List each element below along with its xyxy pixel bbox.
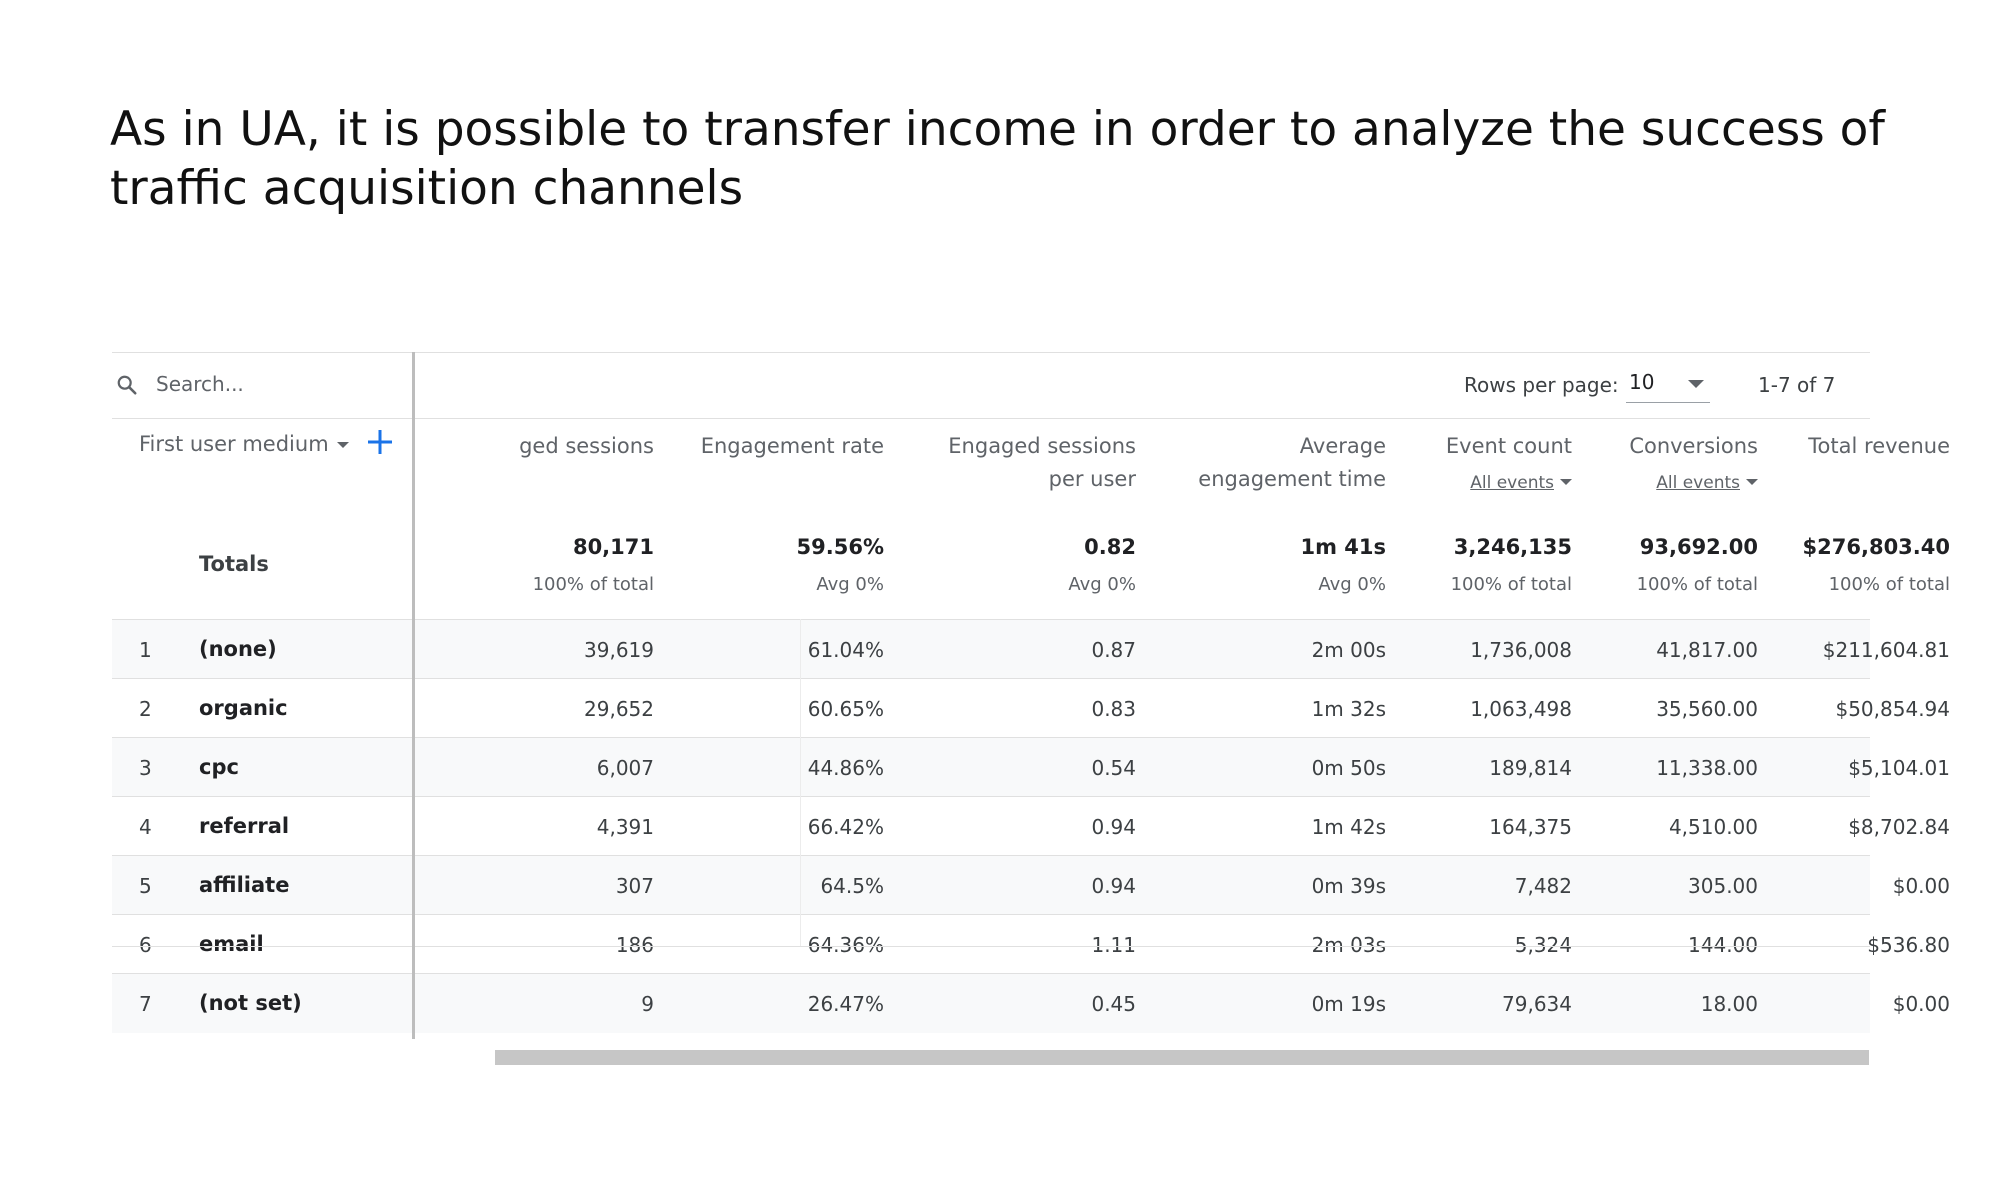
cell: 26.47% bbox=[807, 992, 884, 1016]
col-header-label: Average bbox=[1299, 434, 1386, 458]
cell: 144.00 bbox=[1688, 933, 1758, 957]
caret-down-icon bbox=[1560, 479, 1572, 485]
table-row[interactable] bbox=[112, 796, 1950, 856]
cell: 0.94 bbox=[1091, 815, 1136, 839]
col-header-label-line2: per user bbox=[1048, 467, 1136, 491]
table-toolbar bbox=[112, 352, 1870, 419]
total-sub: 100% of total bbox=[1450, 574, 1572, 595]
cell: $8,702.84 bbox=[1848, 815, 1950, 839]
row-number: 6 bbox=[139, 933, 152, 957]
total-value: $276,803.40 bbox=[1802, 535, 1950, 559]
cell: 0m 50s bbox=[1311, 756, 1386, 780]
conversions-filter[interactable] bbox=[1572, 463, 1758, 500]
col-header-label: Event count bbox=[1445, 434, 1572, 458]
cell: 1,063,498 bbox=[1470, 697, 1572, 721]
slide-headline: As in UA, it is possible to transfer income in order to analyze the success of traffic acquisition channels bbox=[110, 102, 1885, 216]
cell: 1m 42s bbox=[1311, 815, 1386, 839]
cell: 305.00 bbox=[1688, 874, 1758, 898]
cell: 60.65% bbox=[807, 697, 884, 721]
frozen-column-divider[interactable] bbox=[412, 352, 415, 1039]
cell: 64.5% bbox=[820, 874, 884, 898]
cell: 61.04% bbox=[807, 638, 884, 662]
event-filter-label: All events bbox=[1656, 473, 1740, 493]
col-header-total-revenue[interactable] bbox=[1758, 430, 1950, 463]
cell: 0.45 bbox=[1091, 992, 1136, 1016]
table-bottom-rule bbox=[112, 946, 1870, 947]
cell: 0m 39s bbox=[1311, 874, 1386, 898]
rows-per-page-value: 10 bbox=[1629, 370, 1655, 394]
rows-per-page-select[interactable] bbox=[1626, 366, 1710, 403]
cell: 1.11 bbox=[1091, 933, 1136, 957]
cell: 186 bbox=[615, 933, 654, 957]
cell: 18.00 bbox=[1700, 992, 1758, 1016]
event-count-filter[interactable] bbox=[1386, 463, 1572, 500]
cell: 0.83 bbox=[1091, 697, 1136, 721]
total-value: 93,692.00 bbox=[1639, 535, 1758, 559]
col-header-event-count[interactable] bbox=[1386, 430, 1572, 500]
row-number: 4 bbox=[139, 815, 152, 839]
row-dimension: (none) bbox=[199, 637, 277, 661]
caret-down-icon bbox=[337, 442, 349, 448]
caret-down-icon bbox=[1746, 479, 1758, 485]
row-number: 7 bbox=[139, 992, 152, 1016]
cell: 1,736,008 bbox=[1470, 638, 1572, 662]
total-sub: Avg 0% bbox=[816, 574, 884, 595]
cell: 0.94 bbox=[1091, 874, 1136, 898]
col-header-engagement-rate[interactable] bbox=[654, 430, 884, 463]
cell: $536.80 bbox=[1867, 933, 1950, 957]
rows-per-page-label: Rows per page: bbox=[1464, 373, 1619, 397]
cell: 9 bbox=[641, 992, 654, 1016]
total-sub: 100% of total bbox=[532, 574, 654, 595]
col-header-label: Total revenue bbox=[1808, 434, 1950, 458]
col-header-label: Engagement rate bbox=[700, 434, 884, 458]
col-header-label-line2: engagement time bbox=[1198, 467, 1386, 491]
col-header-conversions[interactable] bbox=[1572, 430, 1758, 500]
totals-label: Totals bbox=[199, 552, 269, 576]
acquisition-report-table bbox=[112, 352, 1950, 1067]
total-sub: Avg 0% bbox=[1068, 574, 1136, 595]
cell: 79,634 bbox=[1502, 992, 1572, 1016]
col-header-label: Conversions bbox=[1629, 434, 1758, 458]
row-dimension: organic bbox=[199, 696, 288, 720]
total-value: 3,246,135 bbox=[1453, 535, 1572, 559]
caret-down-icon bbox=[1688, 380, 1704, 388]
cell: 4,510.00 bbox=[1668, 815, 1758, 839]
total-value: 1m 41s bbox=[1300, 535, 1386, 559]
total-value: 0.82 bbox=[1084, 535, 1136, 559]
table-row[interactable] bbox=[112, 737, 1950, 797]
search-input[interactable]: Search... bbox=[156, 372, 244, 396]
cell: 5,324 bbox=[1514, 933, 1572, 957]
total-value: 80,171 bbox=[572, 535, 654, 559]
cell: 66.42% bbox=[807, 815, 884, 839]
cell: 29,652 bbox=[584, 697, 654, 721]
cell: 44.86% bbox=[807, 756, 884, 780]
row-dimension: cpc bbox=[199, 755, 239, 779]
cell: 2m 03s bbox=[1311, 933, 1386, 957]
row-number: 5 bbox=[139, 874, 152, 898]
cell: 39,619 bbox=[584, 638, 654, 662]
event-filter-label: All events bbox=[1470, 473, 1554, 493]
cell: 0.54 bbox=[1091, 756, 1136, 780]
cell: 0m 19s bbox=[1311, 992, 1386, 1016]
table-row[interactable] bbox=[112, 855, 1950, 915]
row-dimension: email bbox=[199, 932, 264, 956]
cell: 0.87 bbox=[1091, 638, 1136, 662]
col-header-label: ged sessions bbox=[519, 434, 654, 458]
cell: 4,391 bbox=[596, 815, 654, 839]
table-row[interactable] bbox=[112, 914, 1950, 974]
row-number: 1 bbox=[139, 638, 152, 662]
cell: $0.00 bbox=[1892, 992, 1950, 1016]
cell: $5,104.01 bbox=[1848, 756, 1950, 780]
search-icon[interactable] bbox=[116, 374, 138, 396]
cell: 1m 32s bbox=[1311, 697, 1386, 721]
cell: 41,817.00 bbox=[1656, 638, 1758, 662]
row-dimension: affiliate bbox=[199, 873, 290, 897]
table-row[interactable] bbox=[112, 619, 1950, 679]
row-number: 2 bbox=[139, 697, 152, 721]
cell: $50,854.94 bbox=[1835, 697, 1950, 721]
cell: 164,375 bbox=[1489, 815, 1572, 839]
total-sub: Avg 0% bbox=[1318, 574, 1386, 595]
row-number: 3 bbox=[139, 756, 152, 780]
cell: 64.36% bbox=[807, 933, 884, 957]
cell: 35,560.00 bbox=[1656, 697, 1758, 721]
table-row[interactable] bbox=[112, 678, 1950, 738]
total-value: 59.56% bbox=[796, 535, 884, 559]
cell: 11,338.00 bbox=[1656, 756, 1758, 780]
table-row[interactable] bbox=[112, 973, 1950, 1033]
dimension-header-label: First user medium bbox=[139, 432, 329, 456]
cell: 7,482 bbox=[1514, 874, 1572, 898]
total-sub: 100% of total bbox=[1828, 574, 1950, 595]
column-separator bbox=[800, 619, 801, 946]
col-header-engaged-sessions[interactable] bbox=[432, 430, 654, 463]
cell: 189,814 bbox=[1489, 756, 1572, 780]
page-range: 1-7 of 7 bbox=[1758, 373, 1836, 397]
col-header-average-engagement-time[interactable] bbox=[1136, 430, 1386, 496]
cell: 6,007 bbox=[596, 756, 654, 780]
dimension-selector[interactable] bbox=[139, 432, 349, 456]
add-dimension-plus-icon[interactable] bbox=[364, 426, 396, 458]
cell: $0.00 bbox=[1892, 874, 1950, 898]
row-dimension: (not set) bbox=[199, 991, 302, 1015]
total-sub: 100% of total bbox=[1636, 574, 1758, 595]
cell: $211,604.81 bbox=[1822, 638, 1950, 662]
col-header-engaged-sessions-per-user[interactable] bbox=[884, 430, 1136, 496]
horizontal-scrollbar[interactable] bbox=[495, 1050, 1869, 1065]
col-header-label: Engaged sessions bbox=[948, 434, 1136, 458]
cell: 2m 00s bbox=[1311, 638, 1386, 662]
row-dimension: referral bbox=[199, 814, 290, 838]
cell: 307 bbox=[615, 874, 654, 898]
